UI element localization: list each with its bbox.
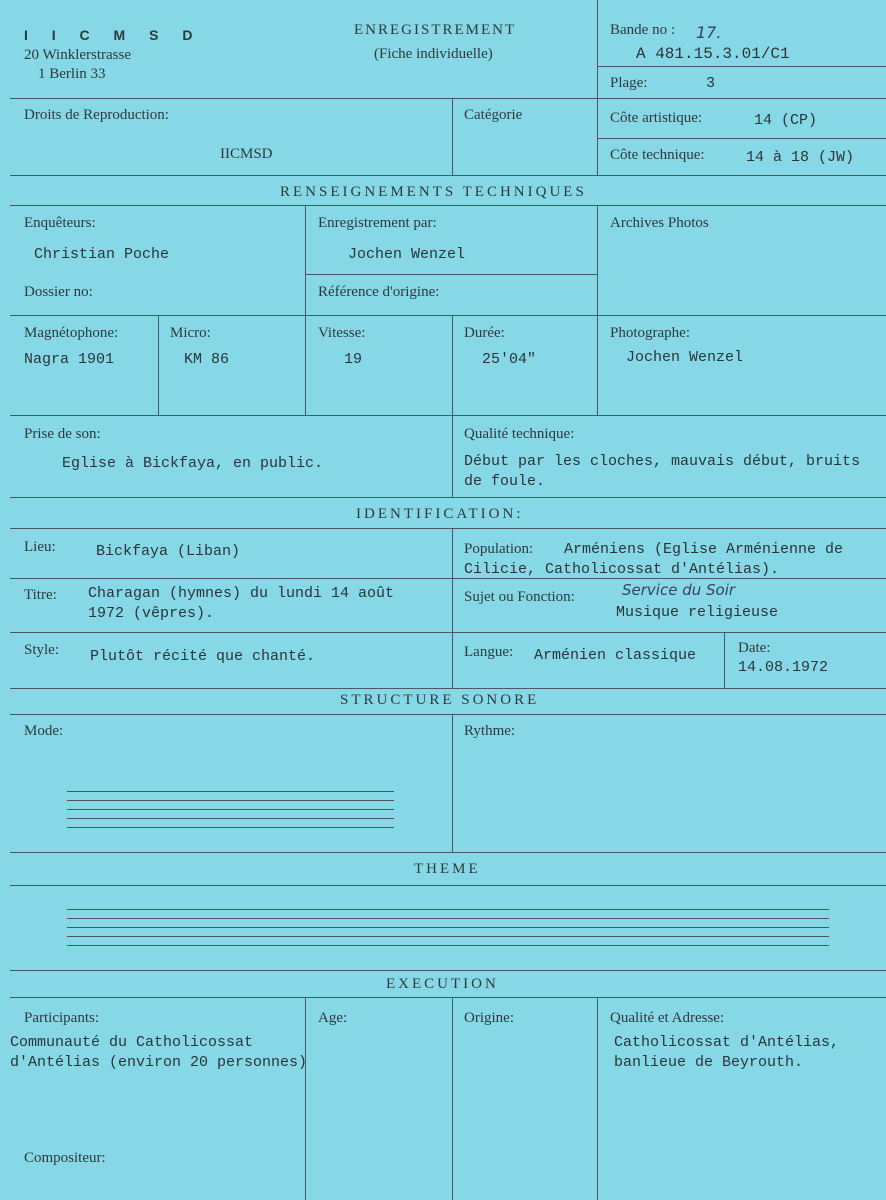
compositeur-label: Compositeur:	[24, 1150, 106, 1166]
vitesse-label: Vitesse:	[318, 325, 366, 341]
address-line: 20 Winklerstrasse	[24, 47, 132, 63]
section-title: STRUCTURE SONORE	[340, 692, 540, 708]
enqueteurs-value: Christian Poche	[34, 246, 170, 263]
divider	[452, 315, 453, 415]
divider	[597, 66, 886, 67]
divider	[10, 885, 886, 886]
qualite-adresse-line: banlieue de Beyrouth.	[614, 1054, 804, 1071]
rythme-label: Rythme:	[464, 723, 516, 739]
address-line: 1 Berlin 33	[38, 66, 106, 82]
lieu-value: Bickfaya (Liban)	[96, 543, 241, 560]
droits-label: Droits de Reproduction:	[24, 107, 169, 123]
style-label: Style:	[24, 642, 60, 658]
divider	[452, 714, 453, 852]
lieu-label: Lieu:	[24, 539, 56, 555]
divider	[10, 98, 886, 99]
divider	[452, 415, 453, 497]
cote-artistique-value: 14 (CP)	[754, 112, 818, 129]
plage-label: Plage:	[610, 75, 648, 91]
qualite-technique-line: de foule.	[464, 473, 546, 490]
section-title: EXECUTION	[386, 976, 499, 992]
staff-line	[67, 809, 394, 810]
staff-line	[67, 945, 829, 946]
divider	[597, 98, 598, 175]
divider	[10, 970, 886, 971]
sujet-value: Musique religieuse	[616, 604, 779, 621]
divider	[10, 415, 886, 416]
titre-line: Charagan (hymnes) du lundi 14 août	[88, 585, 395, 602]
duree-value: 25'04"	[482, 351, 537, 368]
divider	[597, 138, 886, 139]
duree-label: Durée:	[464, 325, 505, 341]
vitesse-value: 19	[344, 351, 363, 368]
section-title: RENSEIGNEMENTS TECHNIQUES	[280, 184, 587, 200]
droits-value: IICMSD	[220, 146, 273, 162]
staff-line	[67, 818, 394, 819]
categorie-label: Catégorie	[464, 107, 523, 123]
sujet-label: Sujet ou Fonction:	[464, 589, 575, 605]
org-name: I I C M S D	[24, 27, 203, 43]
qualite-technique-label: Qualité technique:	[464, 426, 575, 442]
magnetophone-value: Nagra 1901	[24, 351, 115, 368]
style-value: Plutôt récité que chanté.	[90, 648, 316, 665]
qualite-adresse-label: Qualité et Adresse:	[610, 1010, 725, 1026]
age-label: Age:	[318, 1010, 348, 1026]
cote-technique-value: 14 à 18 (JW)	[746, 149, 855, 166]
divider	[597, 0, 598, 98]
cote-technique-label: Côte technique:	[610, 147, 705, 163]
langue-label: Langue:	[464, 644, 514, 660]
staff-line	[67, 909, 829, 910]
reference-label: Référence d'origine:	[318, 284, 440, 300]
form-subtitle: (Fiche individuelle)	[374, 46, 493, 62]
population-label: Population:	[464, 541, 534, 557]
divider	[597, 997, 598, 1200]
bande-handwritten: 17.	[696, 23, 722, 42]
origine-label: Origine:	[464, 1010, 514, 1026]
staff-line	[67, 827, 394, 828]
enregistrement-par-value: Jochen Wenzel	[348, 246, 466, 263]
photographe-label: Photographe:	[610, 325, 690, 341]
divider	[10, 175, 886, 176]
dossier-label: Dossier no:	[24, 284, 93, 300]
divider	[10, 205, 886, 206]
bande-value: A 481.15.3.01/C1	[636, 45, 790, 63]
mode-label: Mode:	[24, 723, 64, 739]
divider	[10, 688, 886, 689]
divider	[452, 98, 453, 175]
micro-value: KM 86	[184, 351, 230, 368]
section-title: THEME	[414, 861, 481, 877]
participants-label: Participants:	[24, 1010, 99, 1026]
cote-artistique-label: Côte artistique:	[610, 110, 703, 126]
qualite-adresse-line: Catholicossat d'Antélias,	[614, 1034, 840, 1051]
divider	[10, 632, 886, 633]
divider	[158, 315, 159, 415]
sujet-handwritten: Service du Soir	[622, 581, 736, 599]
section-title: IDENTIFICATION:	[356, 506, 524, 522]
divider	[452, 528, 453, 688]
divider	[724, 632, 725, 688]
bande-label: Bande no :	[610, 22, 675, 38]
staff-line	[67, 800, 394, 801]
staff-line	[67, 936, 829, 937]
prise-de-son-value: Eglise à Bickfaya, en public.	[62, 455, 324, 472]
divider	[305, 274, 597, 275]
plage-value: 3	[706, 75, 716, 92]
population-line: Cilicie, Catholicossat d'Antélias).	[464, 561, 780, 578]
divider	[10, 528, 886, 529]
divider	[597, 315, 598, 415]
divider	[305, 315, 306, 415]
qualite-technique-line: Début par les cloches, mauvais début, bruits	[464, 453, 861, 470]
langue-value: Arménien classique	[534, 647, 697, 664]
archives-photos-label: Archives Photos	[610, 215, 709, 231]
photographe-value: Jochen Wenzel	[626, 349, 744, 366]
enregistrement-par-label: Enregistrement par:	[318, 215, 437, 231]
divider	[597, 205, 598, 315]
divider	[10, 497, 886, 498]
participants-line: d'Antélias (environ 20 personnes)	[10, 1054, 308, 1071]
divider	[10, 714, 886, 715]
population-line: Arméniens (Eglise Arménienne de	[564, 541, 844, 558]
enqueteurs-label: Enquêteurs:	[24, 215, 96, 231]
divider	[452, 997, 453, 1200]
prise-de-son-label: Prise de son:	[24, 426, 101, 442]
form-title: ENREGISTREMENT	[354, 22, 517, 38]
divider	[305, 205, 306, 315]
titre-line: 1972 (vêpres).	[88, 605, 215, 622]
date-label: Date:	[738, 640, 771, 656]
divider	[10, 997, 886, 998]
date-value: 14.08.1972	[738, 659, 829, 676]
staff-line	[67, 791, 394, 792]
staff-line	[67, 918, 829, 919]
divider	[305, 997, 306, 1200]
divider	[10, 852, 886, 853]
micro-label: Micro:	[170, 325, 211, 341]
staff-line	[67, 927, 829, 928]
participants-line: Communauté du Catholicossat	[10, 1034, 254, 1051]
titre-label: Titre:	[24, 587, 57, 603]
divider	[10, 315, 886, 316]
magnetophone-label: Magnétophone:	[24, 325, 119, 341]
